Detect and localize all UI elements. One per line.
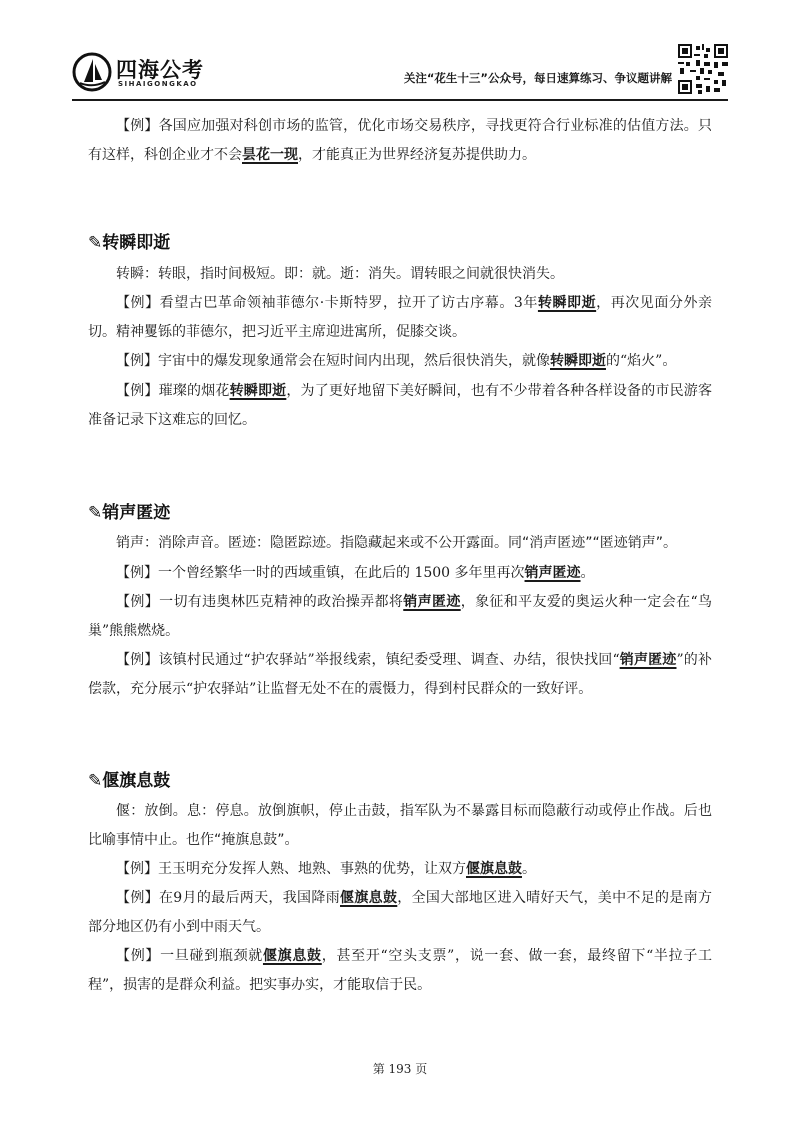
sailboat-logo-icon	[72, 52, 112, 92]
header-rule	[72, 99, 728, 101]
entry-example: 【例】宇宙中的爆发现象通常会在短时间内出现，然后很快消失，就像转瞬即逝的“焰火”。	[116, 353, 677, 369]
entry-example: 【例】在9月的最后两天，我国降雨偃旗息鼓，全国大部地区进入晴好天气，美中不足的是南方部分地区仍有小到中雨天气。	[88, 890, 712, 935]
entry-title: ✎转瞬即逝	[88, 233, 171, 253]
entry-definition: 转瞬：转眼，指时间极短。即：就。逝：消失。谓转眼之间就很快消失。	[116, 266, 564, 282]
highlighted-idiom: 偃旗息鼓	[262, 948, 322, 964]
intro-example: 【例】各国应加强对科创市场的监管，优化市场交易秩序，寻找更符合行业标准的估值方法。只有这样，科创企业才不会昙花一现，才能真正为世界经济复苏提供助力。	[88, 118, 712, 163]
entry-definition: 偃：放倒。息：停息。放倒旗帜，停止击鼓，指军队为不暴露目标而隐蔽行动或停止作战。后也比喻事情中止。也作“掩旗息鼓”。	[88, 803, 712, 848]
entry-title: ✎偃旗息鼓	[88, 771, 171, 791]
entry-example: 【例】看望古巴革命领袖菲德尔·卡斯特罗，拉开了访古序幕。3年转瞬即逝，再次见面分外亲切。精神矍铄的菲德尔，把习近平主席迎进寓所，促膝交谈。	[88, 295, 713, 340]
highlighted-idiom: 转瞬即逝	[229, 383, 287, 399]
brand-pinyin: SIHAIGONGKAO	[118, 80, 198, 88]
page-number: 第 193 页	[372, 1062, 428, 1076]
entry-example: 【例】王玉明充分发挥人熟、地熟、事熟的优势，让双方偃旗息鼓。	[116, 861, 536, 877]
brand-name: 四海公考	[116, 58, 204, 82]
entry-example: 【例】该镇村民通过“护农驿站”举报线索，镇纪委受理、调查、办结，很快找回“销声匿迹”的补偿款，充分展示“护农驿站”让监督无处不在的震慑力，得到村民群众的一致好评。	[88, 652, 712, 697]
highlighted-idiom: 昙花一现	[242, 147, 298, 163]
header-note: 关注“花生十三”公众号，每日速算练习、争议题讲解	[403, 71, 672, 85]
highlighted-idiom: 销声匿迹	[619, 652, 677, 668]
entry-definition: 销声：消除声音。匿迹：隐匿踪迹。指隐藏起来或不公开露面。同“消声匿迹”“匿迹销声”。	[116, 535, 678, 551]
entry-example: 【例】一切有违奥林匹克精神的政治操弄都将销声匿迹，象征和平友爱的奥运火种一定会在“鸟巢”熊熊燃烧。	[88, 594, 713, 639]
entry-title: ✎销声匿迹	[88, 503, 171, 523]
page-header	[0, 0, 800, 100]
highlighted-idiom: 转瞬即逝	[550, 353, 606, 369]
entry-example: 【例】璀璨的烟花转瞬即逝，为了更好地留下美好瞬间，也有不少带着各种各样设备的市民游客准备记录下这难忘的回忆。	[88, 383, 713, 428]
highlighted-idiom: 偃旗息鼓	[466, 861, 522, 877]
highlighted-idiom: 转瞬即逝	[537, 295, 597, 311]
entry-example: 【例】一个曾经繁华一时的西域重镇，在此后的 1500 多年里再次销声匿迹。	[116, 565, 595, 581]
highlighted-idiom: 销声匿迹	[403, 594, 461, 610]
brand-logo	[72, 52, 222, 94]
entry-example: 【例】一旦碰到瓶颈就偃旗息鼓，甚至开“空头支票”，说一套、做一套，最终留下“半拉子工程”，损害的是群众利益。把实事办实，才能取信于民。	[88, 948, 713, 993]
highlighted-idiom: 偃旗息鼓	[340, 890, 398, 906]
highlighted-idiom: 销声匿迹	[524, 565, 581, 581]
qr-code-icon	[678, 44, 728, 94]
